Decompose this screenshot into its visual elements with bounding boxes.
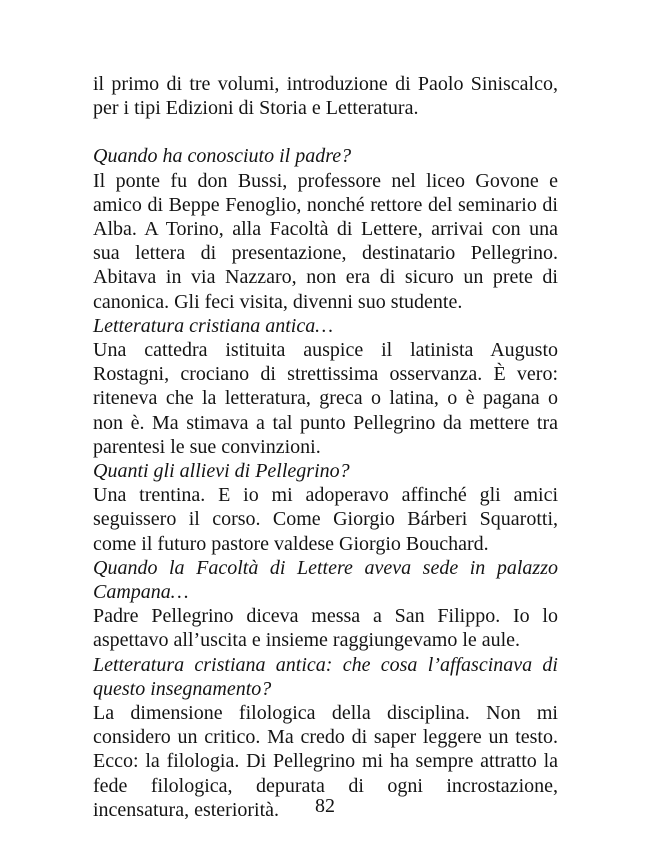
paragraph-answer: Il ponte fu don Bussi, professore nel liceo Govone e amico di Beppe Fenoglio, nonché rettore del seminario di Alba. A Torino, alla Facoltà di Lettere, arrivai con una sua lettera di presentazione, destinatario Pellegrino. Abitava in via Nazzaro, non era di sicuro un prete di canonica. Gli feci visita, divenni suo studente. (93, 169, 558, 313)
page-number: 82 (315, 795, 335, 817)
paragraph-question: Quando la Facoltà di Lettere aveva sede in palazzo Campana… (93, 556, 558, 604)
paragraph-answer: il primo di tre volumi, introduzione di Paolo Siniscalco, per i tipi Edizioni di Storia e Letteratura. (93, 73, 558, 120)
paragraph-answer: Una cattedra istituita auspice il latinista Augusto Rostagni, crociano di strettissima osservanza. È vero: riteneva che la letteratura, greca o latina, o è pagana o non è. Ma stimava a tal punto Pellegrino da mettere tra parentesi le sue convinzioni. (93, 339, 558, 458)
paragraph-answer: Padre Pellegrino diceva messa a San Filippo. Io lo aspettavo all’uscita e insieme raggiungevamo le aule. (93, 605, 558, 652)
paragraph-question: Quando ha conosciuto il padre? (93, 145, 352, 168)
paragraph-question: Letteratura cristiana antica: che cosa l’affascinava di questo insegnamento? (93, 653, 558, 700)
paragraph-answer: La dimensione filologica della disciplina. Non mi considero un critico. Ma credo di saper leggere un testo. Ecco: la filologia. Di Pellegrino mi ha sempre attratto la fede filologica, depurata di ogni incrostazione, incensatura, esteriorità. (93, 702, 558, 821)
body-text (93, 72, 558, 822)
paragraph-answer: Una trentina. E io mi adoperavo affinché gli amici seguissero il corso. Come Giorgio Bárberi Squarotti, come il futuro pastore valdese Giorgio Bouchard. (93, 484, 558, 555)
paragraph-question: Quanti gli allievi di Pellegrino? (93, 460, 350, 483)
paragraph-question: Letteratura cristiana antica… (93, 314, 333, 337)
